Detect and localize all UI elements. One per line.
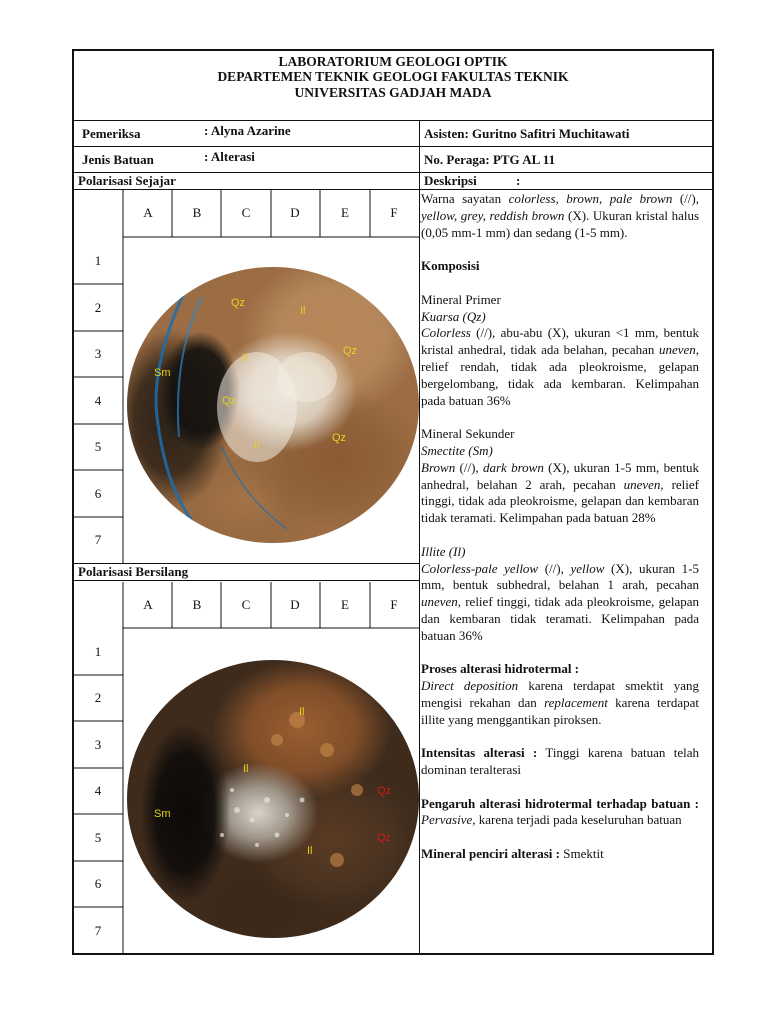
jenis-batuan-value: : Alterasi <box>204 149 255 164</box>
xpl-col-b: B <box>192 597 202 612</box>
xpl-label-il-3: Il <box>307 845 313 857</box>
mineral-primer-heading: Mineral Primer <box>421 291 501 307</box>
xpl-row-6: 6 <box>94 876 102 891</box>
ppl-label-qz-1: Qz <box>231 297 246 309</box>
ppl-label-qz-4: Qz <box>332 432 347 444</box>
pemeriksa-value: : Alyna Azarine <box>204 123 291 138</box>
ppl-row-7: 7 <box>94 532 102 547</box>
deskripsi-label: Deskripsi <box>424 173 477 188</box>
lab-worksheet <box>72 49 714 955</box>
ppl-section-title: Polarisasi Sejajar <box>78 173 176 188</box>
xpl-row-3: 3 <box>94 737 102 752</box>
xpl-label-il-2: Il <box>243 763 249 775</box>
komposisi-heading: Komposisi <box>421 258 480 274</box>
peraga-field: No. Peraga: PTG AL 11 <box>424 152 556 167</box>
ppl-label-il-1: Il <box>300 305 306 317</box>
xpl-row-4: 4 <box>94 783 102 798</box>
xpl-section-title: Polarisasi Bersilang <box>78 564 189 579</box>
asisten-field: Asisten: Guritno Safitri Muchitawati <box>424 126 630 141</box>
ppl-col-a: A <box>143 205 153 220</box>
xpl-col-c: C <box>241 597 251 612</box>
ppl-row-1: 1 <box>94 253 102 268</box>
ppl-label-qz-2: Qz <box>343 345 358 357</box>
xpl-row-2: 2 <box>94 690 102 705</box>
kuarsa-desc: Colorless (//), abu-abu (X), ukuran <1 mm, bentuk kristal anhedral, tidak ada belahan, pecahan uneven, relief rendah, tidak ada pleokroisme, gelapan bergelombang, tidak ada kembaran. Kelimpahan pada batuan 36% <box>421 325 699 408</box>
proses-heading: Proses alterasi hidrotermal : <box>421 661 580 677</box>
xpl-label-qz-2: Qz <box>377 832 392 844</box>
penciri-desc: Mineral penciri alterasi : Smektit <box>421 846 604 862</box>
ppl-micrograph-texture <box>127 267 419 543</box>
xpl-row-7: 7 <box>94 923 102 938</box>
ppl-col-d: D <box>290 205 300 220</box>
ppl-col-e: E <box>341 205 349 220</box>
ppl-row-2: 2 <box>94 300 102 315</box>
deskripsi-colon: : <box>516 173 521 188</box>
ppl-label-il-3: Il <box>254 440 260 452</box>
ppl-label-sm: Sm <box>154 367 171 379</box>
xpl-label-il-1: Il <box>299 706 305 718</box>
illite-desc: Colorless-pale yellow (//), yellow (X), ukuran 1-5 mm, bentuk subhedral, belahan 1 arah, pecahan uneven, relief tinggi, tidak ada pleokroisme, gelapan dan kembaran tidak teramati. Kelimpahan pada batuan 36% <box>421 560 699 643</box>
ppl-grid <box>74 190 419 563</box>
smectite-heading: Smectite (Sm) <box>421 442 493 458</box>
ppl-row-6: 6 <box>94 486 102 501</box>
jenis-batuan-label: Jenis Batuan <box>82 152 154 167</box>
kuarsa-heading: Kuarsa (Qz) <box>421 308 486 324</box>
xpl-label-sm: Sm <box>154 808 171 820</box>
xpl-grid <box>74 582 419 953</box>
deskripsi-body <box>421 191 699 863</box>
header-university: UNIVERSITAS GADJAH MADA <box>294 85 492 100</box>
ppl-row-4: 4 <box>94 393 102 408</box>
pemeriksa-label: Pemeriksa <box>82 126 141 141</box>
desc-intro: Warna sayatan colorless, brown, pale brown (//), yellow, grey, reddish brown (X). Ukuran kristal halus (0,05 mm-1 mm) dan sedang (1-5 mm). <box>421 191 700 240</box>
xpl-row-5: 5 <box>94 830 102 845</box>
header-department: DEPARTEMEN TEKNIK GEOLOGI FAKULTAS TEKNIK <box>217 69 569 84</box>
xpl-col-e: E <box>341 597 349 612</box>
ppl-col-f: F <box>390 205 398 220</box>
intensitas-desc: Intensitas alterasi : Tinggi karena batuan telah dominan teralterasi <box>421 745 699 778</box>
pengaruh-desc: Pengaruh alterasi hidrotermal terhadap batuan : Pervasive, karena terjadi pada keseluruhan batuan <box>421 795 699 828</box>
ppl-row-3: 3 <box>94 346 102 361</box>
ppl-col-b: B <box>192 205 202 220</box>
xpl-col-d: D <box>290 597 300 612</box>
smectite-desc: Brown (//), dark brown (X), ukuran 1-5 mm, bentuk anhedral, belahan 2 arah, pecahan uneven, relief tinggi, tidak ada pleokroisme, gelapan dan kembaran tidak teramati. Kelimpahan pada batuan 28% <box>421 459 700 526</box>
xpl-label-qz-1: Qz <box>377 785 392 797</box>
ppl-label-il-2: Il <box>242 352 248 364</box>
ppl-row-5: 5 <box>94 439 102 454</box>
xpl-micrograph <box>127 660 419 938</box>
proses-desc: Direct deposition karena terdapat smektit yang mengisi rekahan dan replacement karena terdapat illite yang menggantikan piroksen. <box>421 678 699 727</box>
ppl-micrograph <box>127 267 419 543</box>
xpl-micrograph-texture <box>127 660 419 938</box>
illite-heading: Illite (Il) <box>421 543 466 559</box>
xpl-col-f: F <box>390 597 398 612</box>
ppl-col-c: C <box>241 205 251 220</box>
xpl-row-1: 1 <box>94 644 102 659</box>
mineral-sekunder-heading: Mineral Sekunder <box>421 426 515 442</box>
xpl-col-a: A <box>143 597 153 612</box>
header-lab-name: LABORATORIUM GEOLOGI OPTIK <box>278 54 508 69</box>
ppl-label-qz-3: Qz <box>222 395 237 407</box>
